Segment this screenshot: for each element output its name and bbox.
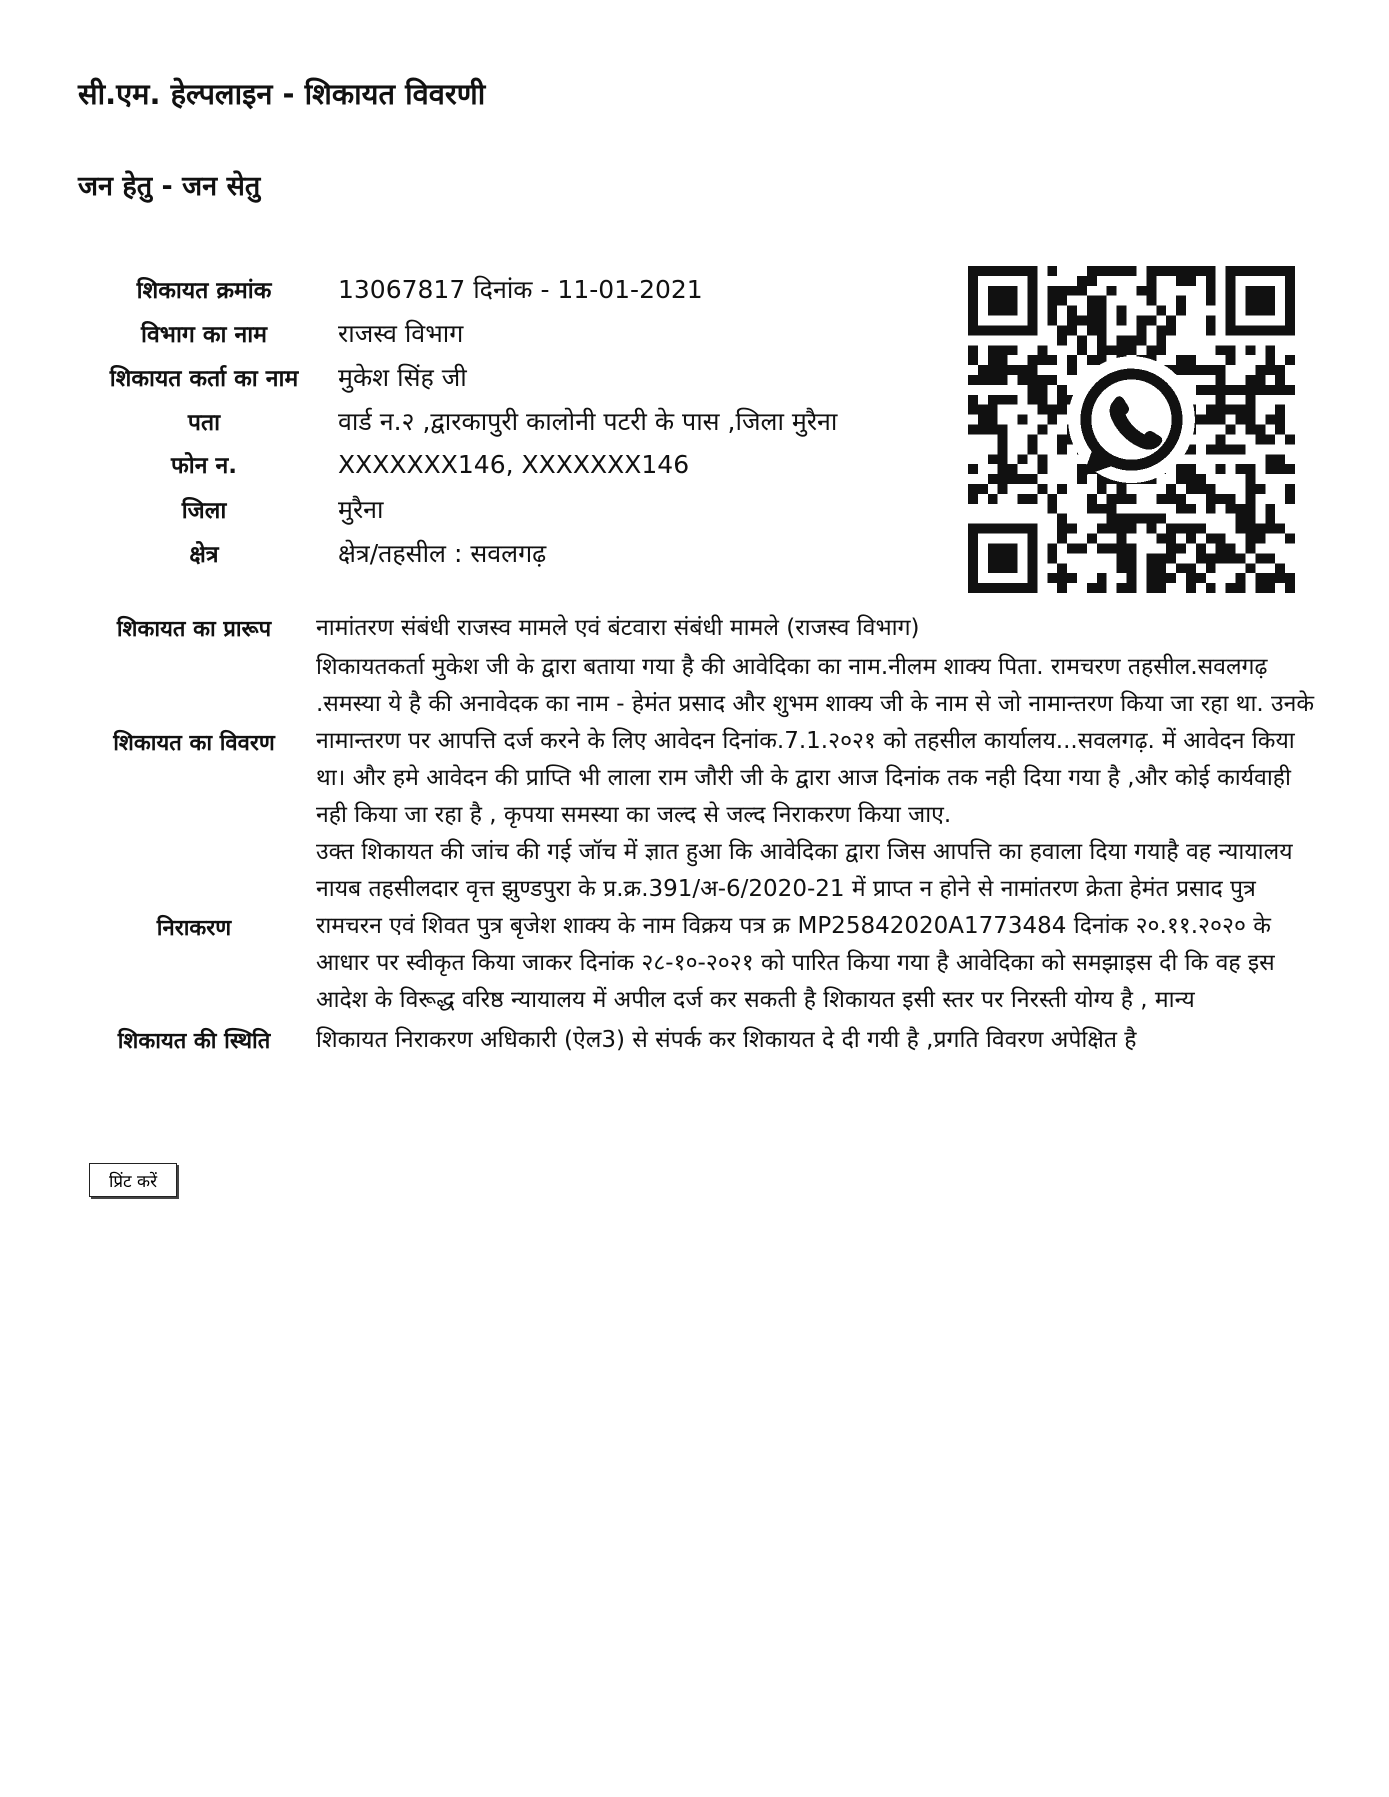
row-resolution — [88, 834, 1318, 1019]
label-department: विभाग का नाम — [141, 322, 267, 348]
label-area: क्षेत्र — [189, 542, 219, 568]
value-complainant: मुकेश सिंह जी — [338, 363, 467, 392]
label-district: जिला — [181, 498, 227, 524]
row-complainant — [84, 360, 837, 404]
row-department — [84, 316, 837, 360]
value-complaint-number: 13067817 दिनांक - 11-01-2021 — [338, 275, 703, 304]
value-status: शिकायत निराकरण अधिकारी (ऐल3) से संपर्क कर शिकायत दे दी गयी है ,प्रगति विवरण अपेक्षित है — [316, 1026, 1137, 1053]
row-status — [88, 1019, 1318, 1061]
label-complaint-type: शिकायत का प्रारूप — [116, 617, 272, 642]
value-complaint-description: शिकायतकर्ता मुकेश जी के द्वारा बताया गया है की आवेदिका का नाम.नीलम शाक्य पिता. रामचरण तहसील.सवलगढ़ .समस्या ये है की अनावेदक का नाम - हेमंत प्रसाद और शुभम शाक्य जी के नाम से जो नामान्तरण किया जा रहा था. उनके नामान्तरण पर आपत्ति दर्ज करने के लिए आवेदन दिनांक.7.1.२०२१ को तहसील कार्यालय...सवलगढ़. में आवेदन किया था। और हमे आवेदन की प्राप्ति भी लाला राम जौरी जी के द्वारा आज दिनांक तक नही दिया गया है ,और कोई कार्यवाही नही किया जा रहा है , कृपया समस्या का जल्द से जल्द निराकरण किया जाए. — [316, 654, 1315, 828]
value-area: क्षेत्र/तहसील : सवलगढ़ — [338, 539, 547, 568]
complaint-info — [88, 607, 1318, 1061]
row-district — [84, 492, 837, 536]
row-complaint-number — [84, 272, 837, 316]
row-complaint-type — [88, 607, 1318, 649]
label-resolution: निराकरण — [156, 915, 232, 941]
label-phone: फोन न. — [171, 453, 237, 479]
row-address — [84, 404, 837, 448]
value-complaint-type: नामांतरण संबंधी राजस्व मामले एवं बंटवारा संबंधी मामले (राजस्व विभाग) — [316, 614, 920, 641]
page-subtitle: जन हेतु - जन सेतु — [78, 171, 261, 202]
label-status: शिकायत की स्थिति — [117, 1029, 271, 1054]
print-button[interactable]: प्रिंट करें — [89, 1163, 177, 1197]
value-address: वार्ड न.२ ,द्वारकापुरी कालोनी पटरी के पास ,जिला मुरैना — [338, 407, 838, 436]
row-complaint-description — [88, 649, 1318, 834]
label-complaint-number: शिकायत क्रमांक — [136, 278, 272, 304]
row-phone — [84, 448, 837, 492]
value-phone: XXXXXXX146, XXXXXXX146 — [338, 450, 690, 479]
whatsapp-icon — [1068, 356, 1195, 483]
label-complainant: शिकायत कर्ता का नाम — [109, 366, 299, 392]
whatsapp-qr-code-icon — [968, 266, 1295, 593]
row-area — [84, 536, 837, 580]
label-address: पता — [187, 410, 221, 436]
value-department: राजस्व विभाग — [338, 319, 464, 348]
value-district: मुरैना — [338, 495, 384, 524]
complaint-details — [84, 272, 837, 580]
value-resolution: उक्त शिकायत की जांच की गई जॉच में ज्ञात हुआ कि आवेदिका द्वारा जिस आपत्ति का हवाला दिया गयाहै वह न्यायालय नायब तहसीलदार वृत्त झुण्डपुरा के प्र.क्र.391/अ-6/2020-21 में प्राप्त न होने से नामांतरण क्रेता हेमंत प्रसाद पुत्र रामचरन एवं शिवत पुत्र बृजेश शाक्य के नाम विक्रय पत्र क्र MP25842020A1773484 दिनांक २०.११.२०२० के आधार पर स्वीकृत किया जाकर दिनांक २८-१०-२०२१ को पारित किया गया है आवेदिका को समझाइस दी कि वह इस आदेश के विरूद्ध वरिष्ठ न्यायालय में अपील दर्ज कर सकती है शिकायत इसी स्तर पर निरस्ती योग्य है , मान्य — [316, 839, 1293, 1013]
page-title: सी.एम. हेल्पलाइन - शिकायत विवरणी — [78, 77, 486, 111]
label-complaint-description: शिकायत का विवरण — [113, 730, 275, 756]
